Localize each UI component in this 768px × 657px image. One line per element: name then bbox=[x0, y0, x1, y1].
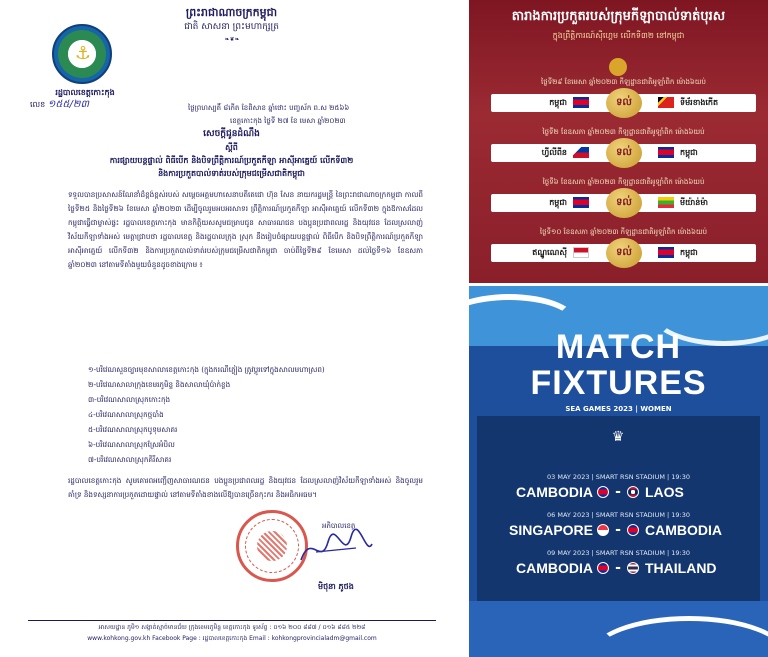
kingdom-heading: ព្រះរាជាណាចក្រកម្ពុជា bbox=[185, 6, 278, 19]
match-row bbox=[491, 228, 756, 278]
fixtures-subtitle: SEA GAMES 2023 | WOMEN bbox=[565, 405, 672, 413]
handwritten-signature bbox=[296, 522, 376, 572]
lunar-date: ថ្ងៃព្រហស្បតិ៍ ៨កើត ខែពិសាខ ឆ្នាំថោះ បញ្ចស័ក ព.ស ២៥៦៦ bbox=[188, 104, 350, 112]
signer-title: អភិបាលខេត្ត bbox=[322, 522, 356, 530]
list-item: ២-បរិវេណសាលាក្រុងខេមរភូមិន្ទ និងសាលាឃុំប៉ាក់ខ្លង bbox=[88, 380, 231, 389]
list-item: ៥-បរិវេណសាលាស្រុកបូទុមសាគរ bbox=[88, 425, 178, 434]
away-team: ទីម័រខាងកើត bbox=[680, 98, 719, 107]
cambodia-flag-icon bbox=[658, 247, 674, 258]
fixture-meta: 09 MAY 2023 | SMART RSN STADIUM | 19:30 bbox=[547, 549, 690, 557]
national-motto: ជាតិ សាសនា ព្រះមហាក្សត្រ bbox=[184, 22, 279, 32]
cambodia-flag-icon bbox=[597, 562, 609, 574]
men-football-schedule-poster bbox=[469, 0, 768, 283]
document-type: សេចក្ដីជូនដំណឹង bbox=[203, 129, 260, 139]
list-item: ៦-បរិវេណសាលាស្រុកស្រែអំបិល bbox=[88, 440, 175, 449]
philippines-flag-icon bbox=[573, 147, 589, 158]
match-bar bbox=[491, 244, 756, 262]
home-team: កម្ពុជា bbox=[549, 198, 567, 207]
away-team: កម្ពុជា bbox=[680, 148, 698, 157]
list-item: ៣-បរិវេណសាលាស្រុកកោះកុង bbox=[88, 395, 171, 404]
match-date: ថ្ងៃទី៦ ខែឧសភា ឆ្នាំ២០២៣ កីឡដ្ឋានជាតិអូឡាំពិក ម៉ោង៦យប់ bbox=[542, 178, 705, 186]
versus-badge: ទល់ bbox=[606, 188, 642, 218]
away-team: មីយ៉ាន់ម៉ា bbox=[680, 198, 708, 207]
dash-separator: - bbox=[615, 484, 621, 500]
cambodia-flag-icon bbox=[627, 524, 639, 536]
list-item: ៧-បរិវេណសាលាស្រុកគិរីសាគរ bbox=[88, 455, 172, 464]
body-paragraph-1: ទទួលបានប្រសាសន៍ណែនាំដ៏ខ្ពង់ខ្ពស់របស់ សម្ដេចអគ្គមហាសេនាបតីតេជោ ហ៊ុន សែន នាយករដ្ឋមន្ត្រី នៃព្រះរាជាណាចក្រកម្ពុជា កាលពីថ្ងៃទី២៥ និងថ្ងៃទី២៦ ខែមេសា ឆ្នាំ២០២៣ ដើម្បីចូលរួមអបអរសាទរ ព្រឹត្តិការណ៍ប្រកួតកីឡា អាស៊ីអាគ្នេយ៍ លើកទី៣២ ក្នុងឱកាសដែលកម្ពុជាធ្វើជាម្ចាស់ផ្ទះ រដ្ឋបាលខេត្តកោះកុង មានកិត្តិយសសូមជម្រាបជូន សាធារណជន បងប្អូនប្រជាពលរដ្ឋ និងយុវជន ដែលស្រលាញ់វិស័យកីឡាទាំងអស់ មេត្តាជ្រាបថា រដ្ឋបាលខេត្ត និងរដ្ឋបាលក្រុង ស្រុក នឹងរៀបចំផ្សាយបន្តផ្ទាល់ ពិធីបើក និងបិទព្រឹត្តិការណ៍ប្រកួតកីឡា អាស៊ីអាគ្នេយ៍ លើកទី៣២ និងការប្រកួតបាល់ទាត់របស់ក្រុមជម្រើសជាតិកម្ពុជា ចាប់ពីថ្ងៃទី២៩ ខែមេសា ដល់ថ្ងៃទី១៦ ខែឧសភា ឆ្នាំ២០២៣ នៅតាមទីតាំងមួយចំនួនដូចខាងក្រោម ៖ bbox=[68, 190, 423, 269]
cambodia-flag-icon bbox=[573, 97, 589, 108]
fixture-row bbox=[469, 522, 768, 540]
fixture-row bbox=[469, 484, 768, 502]
versus-badge: ទល់ bbox=[606, 88, 642, 118]
versus-badge: ទល់ bbox=[606, 238, 642, 268]
indonesia-flag-icon bbox=[573, 247, 589, 258]
fixtures-title-line-1: MATCH bbox=[555, 328, 682, 366]
match-bar bbox=[491, 194, 756, 212]
match-bar bbox=[491, 94, 756, 112]
women-match-fixtures-poster bbox=[469, 286, 768, 657]
myanmar-flag-icon bbox=[658, 197, 674, 208]
match-date: ថ្ងៃទី២៩ ខែមេសា ឆ្នាំ២០២៣ កីឡដ្ឋានជាតិអូឡាំពិក ម៉ោង៦យប់ bbox=[541, 78, 706, 86]
reference-value: ១៥៥/២៣ bbox=[47, 99, 89, 110]
away-team: CAMBODIA bbox=[645, 522, 722, 538]
match-date: ថ្ងៃទី១០ ខែឧសភា ឆ្នាំ២០២៣ កីឡដ្ឋានជាតិអូឡាំពិក ម៉ោង៦យប់ bbox=[539, 228, 708, 236]
subject-label: ស្ដីពី bbox=[225, 143, 238, 152]
reference-number bbox=[30, 99, 140, 112]
subject-line-2: និងការប្រកួតបាល់ទាត់របស់ក្រុមជម្រើសជាតិកម្ពុជា bbox=[158, 169, 305, 178]
dash-separator: - bbox=[615, 522, 621, 538]
list-item: ១-បរិវេណសួនច្បារមុខសាលាខេត្តកោះកុង (ក្នុងករណីភ្លៀង ត្រូវប្ដូរទៅក្នុងសាលមហាស្រព) bbox=[88, 365, 325, 374]
anchor-icon: ⚓ bbox=[74, 43, 92, 64]
match-row bbox=[491, 128, 756, 178]
match-date: ថ្ងៃទី២ ខែឧសភា ឆ្នាំ២០២៣ កីឡដ្ឋានជាតិអូឡាំពិក ម៉ោង៦យប់ bbox=[542, 128, 705, 136]
singapore-flag-icon bbox=[597, 524, 609, 536]
reference-label: លេខ bbox=[30, 100, 46, 109]
ornament-divider: ❧❦❧ bbox=[224, 36, 240, 43]
thailand-flag-icon bbox=[627, 562, 639, 574]
home-team: ហ្វីលីពីន bbox=[541, 148, 567, 157]
home-team: CAMBODIA bbox=[516, 484, 593, 500]
away-team: កម្ពុជា bbox=[680, 248, 698, 257]
footer-address: អាសយដ្ឋាន ភូមិ១ សង្កាត់ស្មាច់មានជ័យ ក្រុងខេមរភូមិន្ទ ខេត្តកោះកុង ទូរស័ព្ទ : ០១៦ ២០០ ៨៨៧ / ០១៦ ៨៨៥ ២២៨ bbox=[98, 624, 366, 631]
fixture-meta: 06 MAY 2023 | SMART RSN STADIUM | 19:30 bbox=[547, 511, 690, 519]
cambodia-flag-icon bbox=[597, 486, 609, 498]
home-team: ឥណ្ឌូណេស៊ី bbox=[532, 248, 567, 257]
away-team: LAOS bbox=[645, 484, 684, 500]
place-date: ខេត្តកោះកុង ថ្ងៃទី ២៧ ខែ មេសា ឆ្នាំ២០២៣ bbox=[230, 117, 346, 125]
subject-line-1: ការផ្សាយបន្តផ្ទាល់ ពិធីបើក និងបិទព្រឹត្តិការណ៍ប្រកួតកីឡា អាស៊ីអាគ្នេយ៍ លើកទី៣២ bbox=[109, 156, 354, 165]
footer-contact: www.kohkong.gov.kh Facebook Page : រដ្ឋបាលខេត្តកោះកុង Email : kohkongprovincialadm@gmail.com bbox=[87, 635, 377, 642]
fixtures-title-line-2: FIXTURES bbox=[530, 364, 707, 402]
cambodia-flag-icon bbox=[573, 197, 589, 208]
away-team: THAILAND bbox=[645, 560, 717, 576]
home-team: SINGAPORE bbox=[508, 522, 593, 538]
fixture-meta: 03 MAY 2023 | SMART RSN STADIUM | 19:30 bbox=[547, 473, 690, 481]
timor-leste-flag-icon bbox=[658, 97, 674, 108]
match-bar bbox=[491, 144, 756, 162]
footer-divider bbox=[28, 620, 436, 621]
body-paragraph-2: រដ្ឋបាលខេត្តកោះកុង សូមគោរពអញ្ជើញសាធារណជន បងប្អូនប្រជាពលរដ្ឋ និងយុវជន ដែលស្រលាញ់វិស័យកីឡាទាំងអស់ និងចូលរួមគាំទ្រ និងទស្សនាការប្រកួតដោយផ្ទាល់ នៅតាមទីតាំងខាងលើឱ្យបានច្រើនកុះករ និងអធិកអធម។ bbox=[68, 476, 423, 499]
match-row bbox=[491, 178, 756, 228]
match-row bbox=[491, 78, 756, 128]
provincial-emblem-logo bbox=[52, 24, 112, 84]
stamp-emblem bbox=[257, 531, 287, 561]
list-item: ៤-បរិវេណសាលាស្រុកថ្មបាំង bbox=[88, 410, 164, 419]
schedule-subtitle: ក្នុងព្រឹត្តិការណ៍ស៊ីហ្គេម លើកទី៣២ នៅកម្ពុជា bbox=[552, 31, 685, 40]
laos-flag-icon bbox=[627, 486, 639, 498]
sea-games-logo bbox=[609, 58, 627, 76]
versus-badge: ទល់ bbox=[606, 138, 642, 168]
location-list bbox=[88, 362, 418, 467]
sea-games-logo-icon: ♛ bbox=[611, 429, 625, 445]
signer-name: មិថុនា ភូថង bbox=[318, 582, 354, 591]
issuer-name: រដ្ឋបាលខេត្តកោះកុង bbox=[55, 88, 115, 97]
dash-separator: - bbox=[615, 560, 621, 576]
home-team: កម្ពុជា bbox=[549, 98, 567, 107]
home-team: CAMBODIA bbox=[516, 560, 593, 576]
cambodia-flag-icon bbox=[658, 147, 674, 158]
fixture-row bbox=[469, 560, 768, 578]
schedule-title: តារាងការប្រកួតរបស់ក្រុមកីឡាបាល់ទាត់បុរស bbox=[511, 9, 726, 24]
